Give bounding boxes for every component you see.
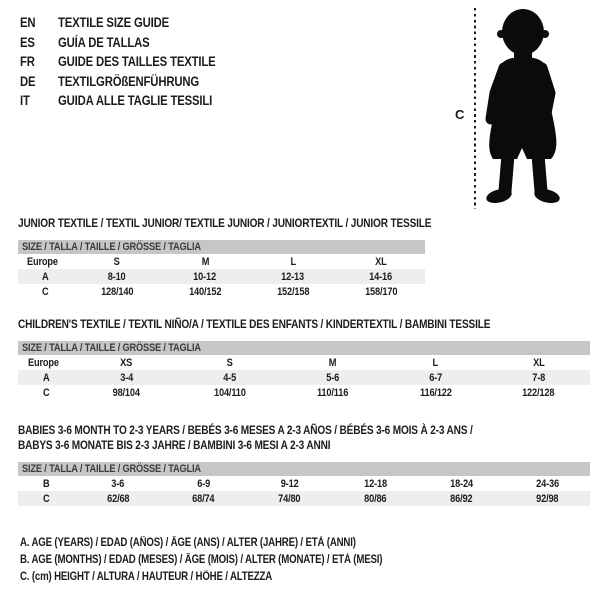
cell — [337, 284, 425, 299]
language-title-text: GUIDA ALLE TAGLIE TESSILI — [58, 93, 213, 109]
cell-text: 152/158 — [276, 285, 310, 298]
cell-text: L — [290, 255, 296, 268]
language-title — [58, 74, 226, 89]
cell — [504, 476, 590, 491]
size-header-text: SIZE / TALLA / TAILLE / GRÖSSE / TAGLIA — [22, 241, 201, 253]
table-title — [18, 317, 590, 332]
cell — [281, 355, 384, 370]
language-title-text: GUÍA DE TALLAS — [58, 34, 150, 50]
size-header-text: SIZE / TALLA / TAILLE / GRÖSSE / TAGLIA — [22, 342, 201, 354]
cell-text: 10-12 — [193, 270, 217, 283]
language-code-text: DE — [20, 73, 36, 89]
language-code-text: EN — [20, 15, 36, 31]
row-label-text: A — [42, 371, 50, 384]
cell — [332, 476, 418, 491]
cell — [73, 284, 161, 299]
size-header-text: SIZE / TALLA / TAILLE / GRÖSSE / TAGLIA — [22, 463, 201, 475]
language-title-text: GUIDE DES TAILLES TEXTILE — [58, 54, 216, 70]
cell-text: 24-36 — [535, 477, 559, 490]
language-code — [20, 35, 58, 50]
size-table-children — [18, 341, 590, 400]
row-label — [18, 385, 75, 400]
table-row — [18, 385, 590, 400]
cell-text: L — [432, 356, 439, 369]
cell — [384, 385, 487, 400]
cell-text: 92/98 — [535, 492, 559, 505]
note-line — [20, 569, 451, 586]
cell — [249, 284, 337, 299]
table-title-text: JUNIOR TEXTILE / TEXTIL JUNIOR/ TEXTILE JUNIOR / JUNIORTEXTIL / JUNIOR TESSILE — [18, 216, 432, 230]
table-title-text: BABIES 3-6 MONTH TO 2-3 YEARS / BEBÉS 3-6 MESES A 2-3 AÑOS / BÉBÉS 3-6 MOIS À 2-3 ANS / — [18, 423, 473, 437]
language-code — [20, 93, 58, 108]
size-table-junior — [18, 240, 425, 299]
language-title — [58, 35, 167, 50]
cell — [178, 370, 281, 385]
size-table-babies — [18, 462, 590, 506]
table-row — [18, 476, 590, 491]
cell-text: 7-8 — [532, 371, 545, 384]
language-title-text: TEXTILGRÖßENFÜHRUNG — [58, 73, 200, 89]
baby-silhouette-icon — [483, 7, 565, 205]
table-title — [18, 216, 432, 231]
cell — [337, 269, 425, 284]
cell-text: 5-6 — [326, 371, 339, 384]
table-title-line2 — [18, 438, 590, 453]
cell — [75, 491, 161, 506]
row-label-text: C — [41, 285, 49, 298]
cell-text: M — [328, 356, 337, 369]
size-header-row — [18, 341, 590, 355]
language-title — [58, 15, 190, 30]
cell — [487, 385, 590, 400]
size-header-cell — [18, 240, 425, 254]
cell-text: S — [113, 255, 120, 268]
cell — [161, 476, 247, 491]
cell-text: 86/92 — [450, 492, 473, 505]
language-list — [20, 13, 246, 111]
cell — [161, 269, 249, 284]
notes-list — [20, 535, 451, 586]
cell-text: 68/74 — [192, 492, 215, 505]
cell-text: 128/140 — [100, 285, 134, 298]
height-dashed-line — [474, 8, 476, 209]
row-label — [18, 476, 75, 491]
language-title-text: TEXTILE SIZE GUIDE — [58, 15, 170, 31]
size-table-section-babies — [18, 423, 590, 506]
language-row — [20, 91, 246, 111]
cell — [504, 491, 590, 506]
table-title-text: CHILDREN'S TEXTILE / TEXTIL NIÑO/A / TEXTILE DES ENFANTS / KINDERTEXTIL / BAMBINI TESSILE — [18, 317, 491, 331]
language-row — [20, 13, 246, 33]
cell — [332, 491, 418, 506]
table-row — [18, 491, 590, 506]
cell-text: 140/152 — [188, 285, 222, 298]
cell-text: 8-10 — [108, 270, 126, 283]
note-line-text: C. (cm) HEIGHT / ALTURA / HAUTEUR / HÖHE / ALTEZZA — [20, 571, 273, 583]
row-label-text: C — [42, 492, 50, 505]
cell — [384, 355, 487, 370]
language-row — [20, 33, 246, 53]
cell-text: 4-5 — [223, 371, 236, 384]
table-title — [18, 423, 590, 438]
cell — [161, 254, 249, 269]
cell — [337, 254, 425, 269]
row-label — [18, 491, 75, 506]
cell-text: 62/68 — [106, 492, 130, 505]
cell — [418, 491, 504, 506]
row-label — [18, 355, 75, 370]
language-code — [20, 54, 58, 69]
table-row — [18, 269, 425, 284]
cell — [178, 355, 281, 370]
cell — [487, 355, 590, 370]
row-label — [18, 370, 75, 385]
cell-text: XS — [120, 356, 133, 369]
language-code — [20, 74, 58, 89]
language-code-text: FR — [20, 54, 35, 70]
cell-text: 12-18 — [363, 477, 387, 490]
cell — [281, 370, 384, 385]
cell-text: XL — [375, 255, 387, 268]
table-row — [18, 355, 590, 370]
size-table-section-children — [18, 317, 590, 400]
row-label — [18, 284, 73, 299]
size-header-cell — [18, 462, 590, 476]
language-row — [20, 72, 246, 92]
row-label-text: Europe — [27, 255, 58, 268]
row-label-text: A — [41, 270, 49, 283]
cell-text: 3-6 — [111, 477, 125, 490]
language-title — [58, 54, 246, 69]
table-row — [18, 370, 590, 385]
cell — [73, 269, 161, 284]
cell — [249, 269, 337, 284]
cell-text: 18-24 — [449, 477, 473, 490]
cell-text: 122/128 — [522, 386, 555, 399]
cell — [418, 476, 504, 491]
cell-text: 80/86 — [364, 492, 387, 505]
cell — [73, 254, 161, 269]
cell — [161, 284, 249, 299]
size-header-cell — [18, 341, 590, 355]
cell — [247, 491, 333, 506]
cell-text: XL — [532, 356, 545, 369]
table-row — [18, 254, 425, 269]
cell — [178, 385, 281, 400]
cell-text: 6-9 — [197, 477, 211, 490]
cell — [281, 385, 384, 400]
cell — [75, 355, 178, 370]
cell — [75, 385, 178, 400]
cell-text: 3-4 — [120, 371, 133, 384]
language-code-text: ES — [20, 34, 35, 50]
cell-text: 14-16 — [369, 270, 393, 283]
height-label-c: C — [455, 107, 465, 122]
cell-text: 12-13 — [281, 270, 305, 283]
row-label — [18, 269, 73, 284]
cell — [75, 476, 161, 491]
note-line — [20, 535, 451, 552]
cell — [487, 370, 590, 385]
size-header-row — [18, 240, 425, 254]
cell-text: M — [201, 255, 209, 268]
cell — [75, 370, 178, 385]
language-code-text: IT — [20, 93, 30, 109]
row-label-text: Europe — [28, 356, 59, 369]
size-header-row — [18, 462, 590, 476]
cell — [384, 370, 487, 385]
row-label — [18, 254, 73, 269]
note-line — [20, 552, 451, 569]
note-line-text: A. AGE (YEARS) / EDAD (AÑOS) / ÂGE (ANS) / ALTER (JAHRE) / ETÀ (ANNI) — [20, 537, 356, 549]
cell — [161, 491, 247, 506]
cell-text: 116/122 — [419, 386, 452, 399]
cell-text: 9-12 — [280, 477, 299, 490]
cell-text: 158/170 — [364, 285, 398, 298]
language-title — [58, 93, 242, 108]
cell — [247, 476, 333, 491]
cell-text: 74/80 — [278, 492, 301, 505]
cell — [249, 254, 337, 269]
note-line-text: B. AGE (MONTHS) / EDAD (MESES) / ÂGE (MOIS) / ALTER (MONATE) / ETÀ (MESI) — [20, 554, 383, 566]
row-label-text: B — [42, 477, 50, 490]
row-label-text: C — [42, 386, 50, 399]
size-table-section-junior — [18, 216, 432, 299]
table-row — [18, 284, 425, 299]
cell-text: 98/104 — [112, 386, 141, 399]
language-row — [20, 52, 246, 72]
table-title-text: BABYS 3-6 MONATE BIS 2-3 JAHRE / BAMBINI 3-6 MESI A 2-3 ANNI — [18, 438, 331, 452]
cell-text: 6-7 — [429, 371, 442, 384]
cell-text: S — [226, 356, 233, 369]
language-code — [20, 15, 58, 30]
cell-text: 110/116 — [316, 386, 349, 399]
cell-text: 104/110 — [213, 386, 246, 399]
